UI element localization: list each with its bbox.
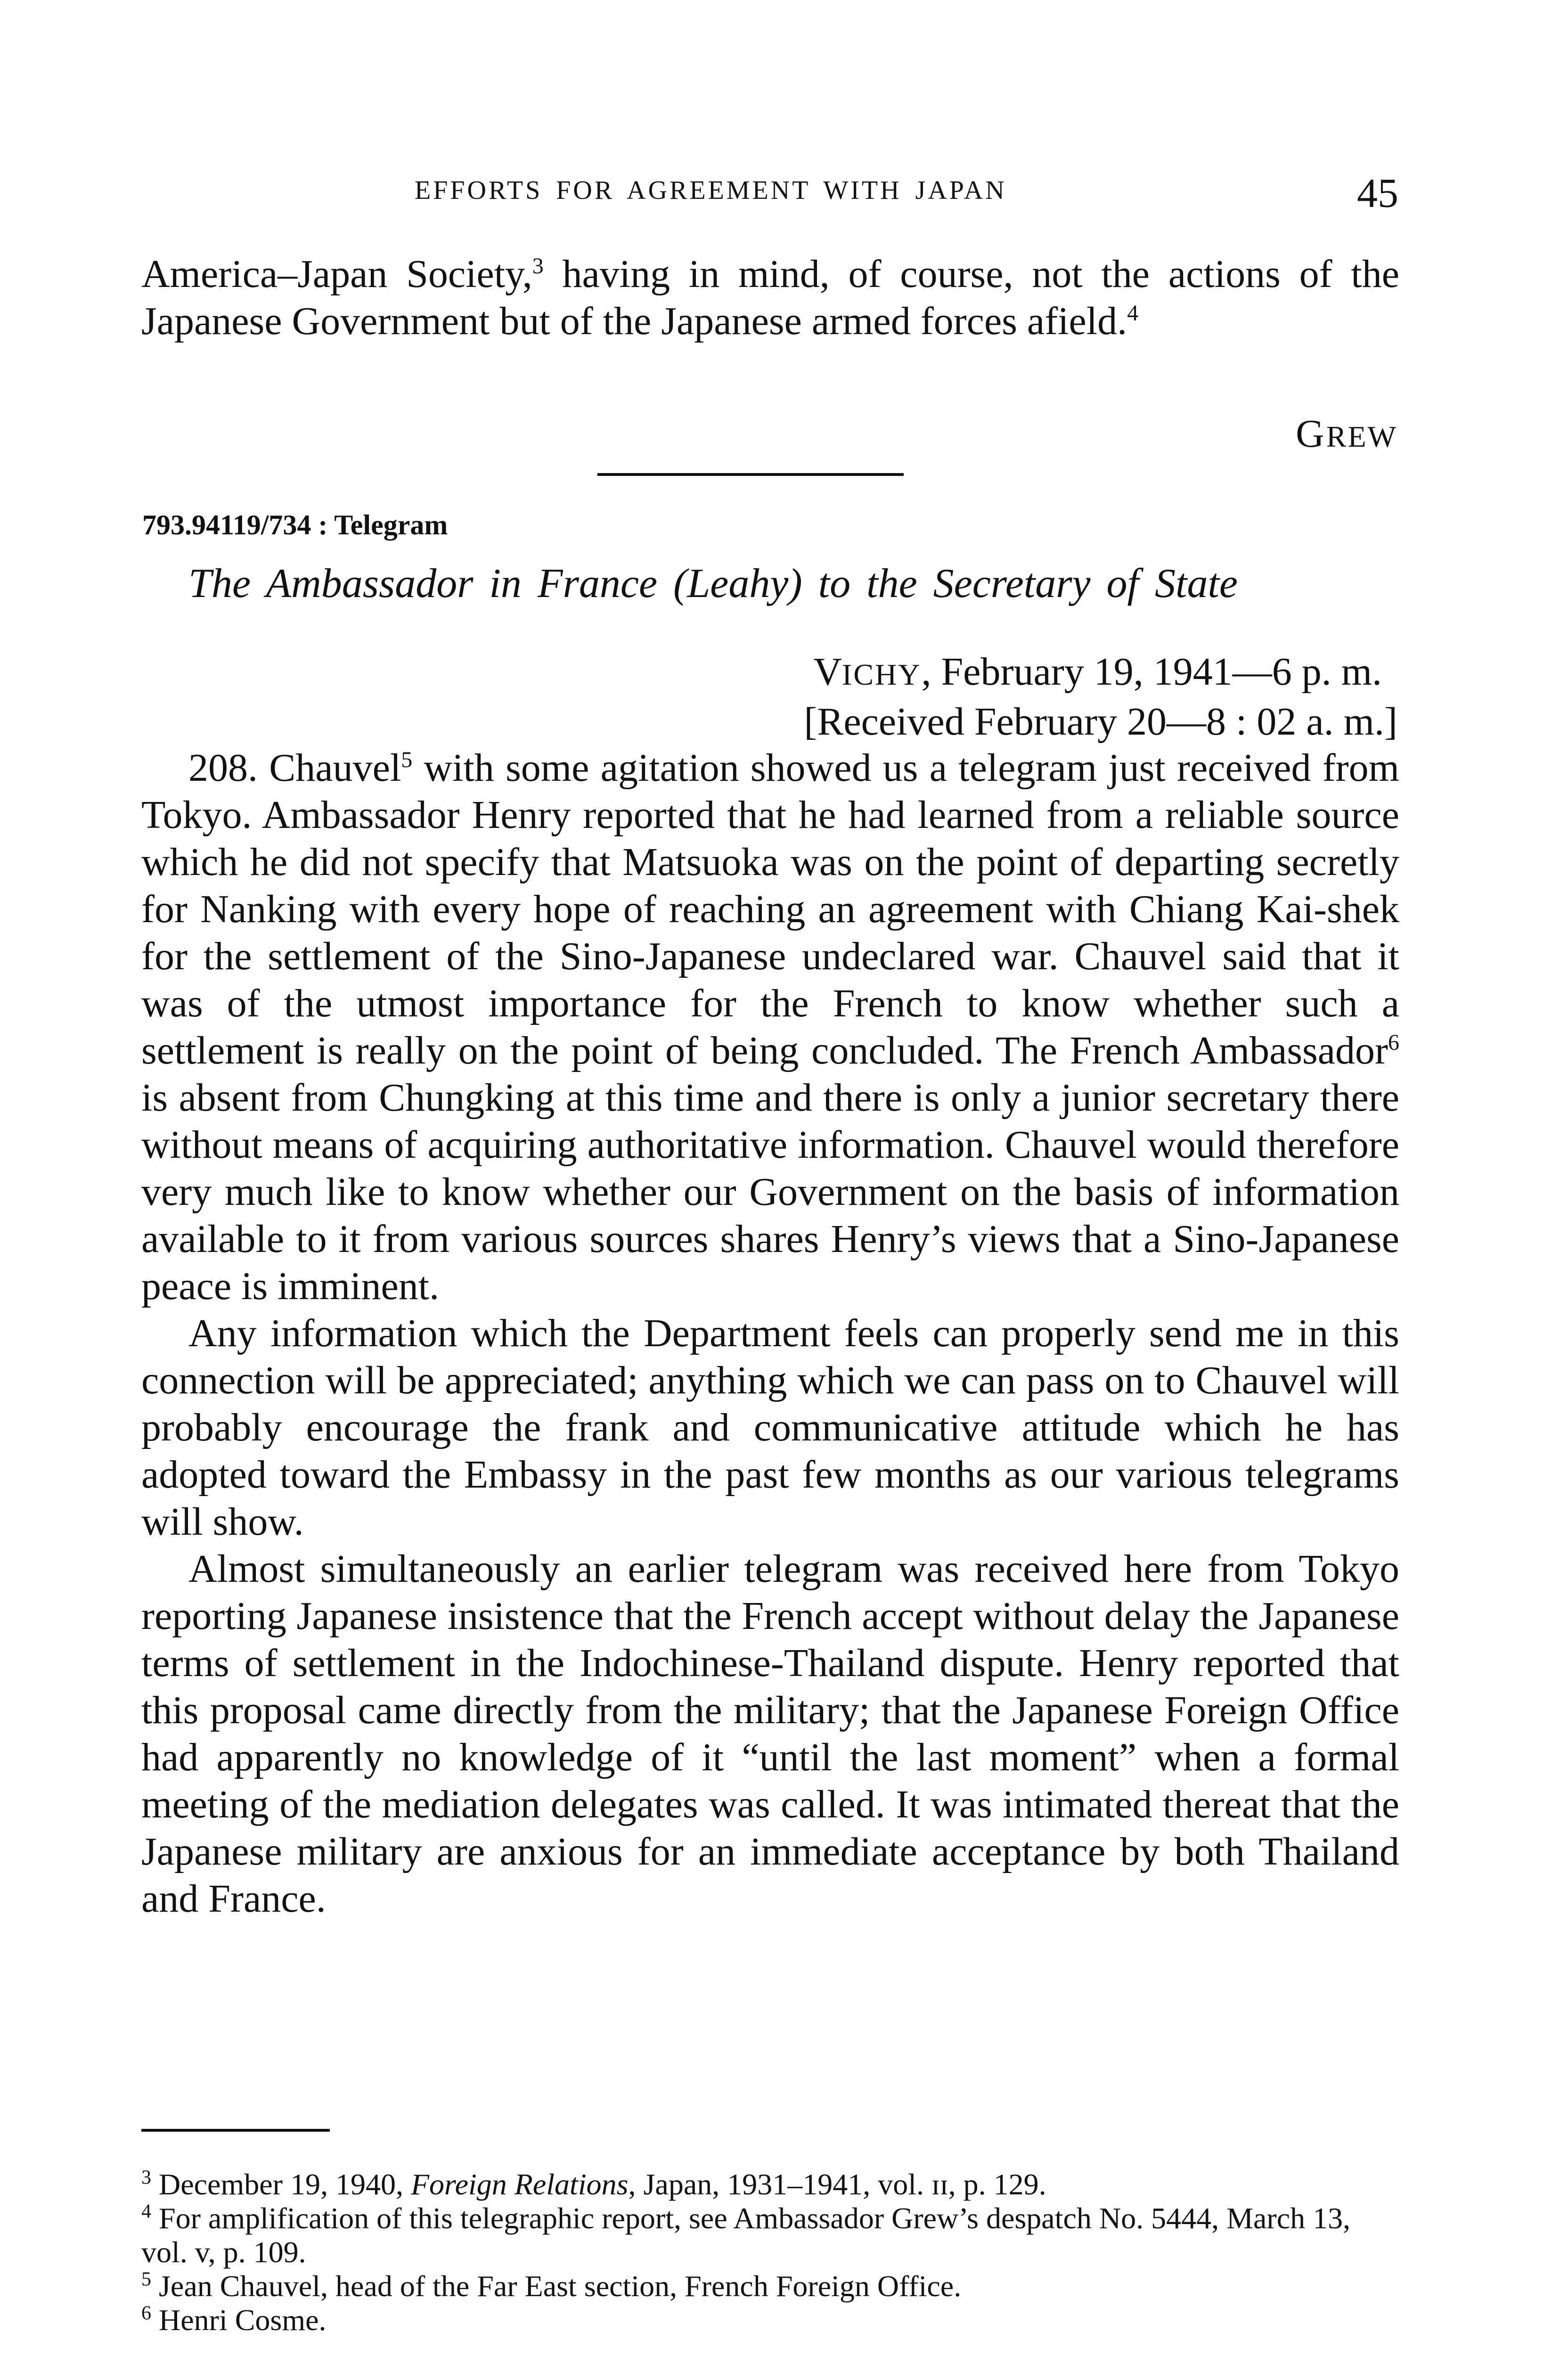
footnote-6 [141, 2303, 1399, 2337]
signature-initial: G [1296, 412, 1326, 456]
paragraph-text-tail: is absent from Chungking at this time and there is only a junior secretary there without means of acquiring authoritative information. Chauvel would therefore very much like to know whether our Government on the basis of information available to it from various sources shares Henry’s views that a Sino-Japanese peace is imminent. [141, 1076, 1399, 1308]
footnote-text: Henri Cosme. [159, 2303, 327, 2337]
footnote-4 [141, 2201, 1399, 2269]
continuation-text-end: having in mind, of course, not the actions of the Japanese Government but of the Japanese armed forces afield. [141, 252, 1399, 343]
footnote-3 [141, 2168, 1399, 2201]
section-divider [597, 473, 904, 476]
file-number: 793.94119/734 [142, 509, 311, 540]
file-separator: : [311, 509, 335, 540]
footnote-ref-5: 5 [401, 747, 413, 772]
place-initial: V [813, 650, 842, 694]
document-type: Telegram [334, 509, 448, 540]
place-rest: ICHY [842, 658, 922, 691]
footnote-text-end: , Japan, 1931–1941, vol. ɪɪ, p. 129. [628, 2168, 1046, 2201]
paragraph-text: with some agitation showed us a telegram just received from Tokyo. Ambassador Henry reported that he had learned from a reliable source which he did not specify that Matsuoka was on the point of departing secretly for Nanking with every hope of reaching an agreement with Chiang Kai-shek for the settlement of the Sino-Japanese undeclared war. Chauvel said that it was of the utmost importance for the French to know whether such a settlement is really on the point of being concluded. The French Ambassador [141, 746, 1399, 1072]
date-sent: , February 19, 1941—6 p. m. [921, 650, 1382, 694]
footnote-5 [141, 2269, 1399, 2303]
body-paragraph-1 [141, 744, 1399, 1310]
body-paragraph-3: Almost simultaneously an earlier telegram was received here from Tokyo reporting Japanese insistence that the French accept without delay the Japanese terms of settlement in the Indochinese-Thailand dispute. Henry reported that this proposal came directly from the military; that the Japanese Foreign Office had apparently no knowledge of it “until the last moment” when a formal meeting of the mediation delegates was called. It was intimated thereat that the Japanese military are anxious for an immediate acceptance by both Thailand and France. [141, 1547, 1399, 1921]
running-head: EFFORTS FOR AGREEMENT WITH JAPAN [415, 176, 1007, 205]
continuation-paragraph [141, 251, 1399, 345]
dateline-sent [813, 648, 1397, 698]
footnote-number: 6 [141, 2302, 151, 2324]
footnotes [141, 2168, 1399, 2337]
signature-grew [1296, 411, 1397, 457]
footnote-number: 4 [141, 2201, 151, 2223]
dateline [804, 648, 1397, 745]
footnote-italic: Foreign Relations [410, 2168, 629, 2201]
signature-rest: REW [1326, 420, 1397, 453]
body-paragraph-2: Any information which the Department feels can properly send me in this connection will be appreciated; anything which we can pass on to Chauvel will probably encourage the frank and communicative attitude which he has adopted toward the Embassy in the past few months as our various telegrams will show. [141, 1311, 1399, 1544]
footnote-text: December 19, 1940, [159, 2168, 411, 2201]
footnote-number: 5 [141, 2268, 151, 2291]
footnote-ref-6: 6 [1388, 1030, 1399, 1055]
file-number-line [142, 509, 448, 541]
date-received: [Received February 20—8 : 02 a. m.] [804, 700, 1397, 744]
page-number: 45 [1357, 171, 1398, 216]
document-title: The Ambassador in France (Leahy) to the Secretary of State [188, 561, 1238, 606]
footnote-ref-3: 3 [532, 254, 544, 278]
footnote-number: 3 [141, 2167, 151, 2189]
telegram-body [141, 744, 1399, 1922]
paragraph-lead: 208. Chauvel [188, 746, 401, 790]
footnote-text: Jean Chauvel, head of the Far East section, French Foreign Office. [159, 2269, 962, 2303]
footnote-ref-4: 4 [1127, 301, 1139, 326]
continuation-text-start: America–Japan Society, [141, 252, 532, 296]
footnote-text: For amplification of this telegraphic report, see Ambassador Grew’s despatch No. 5444, March 13, vol. v, p. 109. [141, 2201, 1351, 2269]
footnote-rule [141, 2129, 330, 2132]
